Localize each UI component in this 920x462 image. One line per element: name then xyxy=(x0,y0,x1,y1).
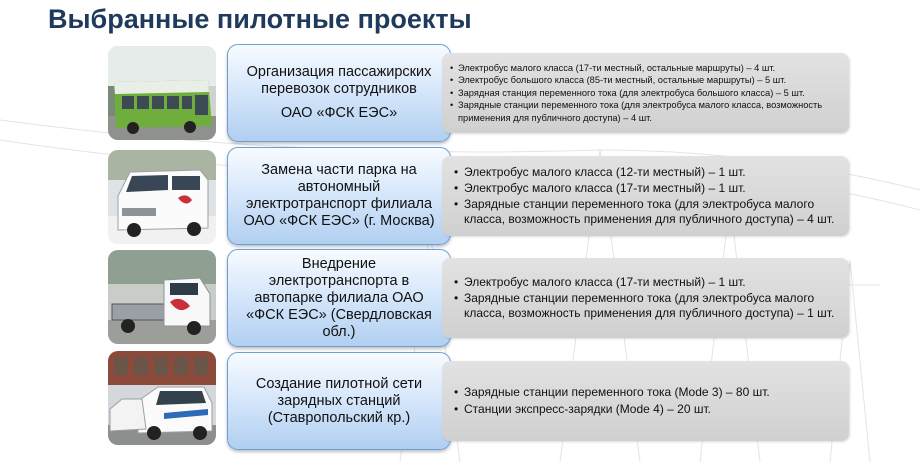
detail-item: • Зарядные станции переменного тока (для электробуса малого класса, возможность применения для публичного доступа) – 4 шт. xyxy=(458,99,843,124)
project-title: Создание пилотной сети зарядных станций (Ставропольский кр.) xyxy=(255,375,423,426)
detail-item: • Зарядные станции переменного тока (для электробуса малого класса, возможность применения для публичного доступа) – 1 шт. xyxy=(464,291,841,321)
project-details-4 xyxy=(442,361,849,441)
photo-electric-cars xyxy=(108,351,216,445)
slide-title: Выбранные пилотные проекты xyxy=(48,4,472,34)
photo-chassis-truck xyxy=(108,250,216,344)
project-details-1 xyxy=(442,53,849,133)
detail-item: • Станции экспресс-зарядки (Mode 4) – 20 шт. xyxy=(464,402,770,417)
bus-icon xyxy=(108,46,216,140)
project-card-4[interactable] xyxy=(227,352,451,450)
detail-item: • Зарядные станции переменного тока (Mode 3) – 80 шт. xyxy=(464,385,770,400)
detail-item: • Зарядные станции переменного тока (для электробуса малого класса, возможность применения для публичного доступа) – 4 шт. xyxy=(464,197,841,227)
detail-item: • Электробус большого класса (85-ти местный, остальные маршруты) – 5 шт. xyxy=(458,74,843,86)
project-title: Внедрение электротранспорта в автопарке филиала ОАО «ФСК ЕЭС» (Свердловская обл.) xyxy=(246,255,432,340)
detail-item: • Электробус малого класса (12-ти местный) – 1 шт. xyxy=(464,165,841,180)
detail-item: • Электробус малого класса (17-ти местный) – 1 шт. xyxy=(464,275,841,290)
project-title: Организация пассажирских перевозок сотрудников xyxy=(246,64,432,97)
project-card-2[interactable] xyxy=(227,147,451,245)
project-subtitle: ОАО «ФСК ЕЭС» xyxy=(280,105,398,121)
truck-icon xyxy=(108,250,216,344)
photo-green-city-bus xyxy=(108,46,216,140)
project-details-3 xyxy=(442,258,849,338)
detail-item: • Электробус малого класса (17-ти местный, остальные маршруты) – 4 шт. xyxy=(458,62,843,74)
project-card-1[interactable] xyxy=(227,44,451,142)
project-card-3[interactable] xyxy=(227,249,451,347)
detail-item: • Зарядная станция переменного тока (для электробуса большого класса) – 5 шт. xyxy=(458,87,843,99)
car-icon xyxy=(108,351,216,445)
detail-item: • Электробус малого класса (17-ти местный) – 1 шт. xyxy=(464,181,841,196)
photo-white-minibus xyxy=(108,150,216,244)
project-title: Замена части парка на автономный электротранспорт филиала ОАО «ФСК ЕЭС» (г. Москва) xyxy=(243,162,435,229)
minibus-icon xyxy=(108,150,216,244)
project-details-2 xyxy=(442,156,849,236)
